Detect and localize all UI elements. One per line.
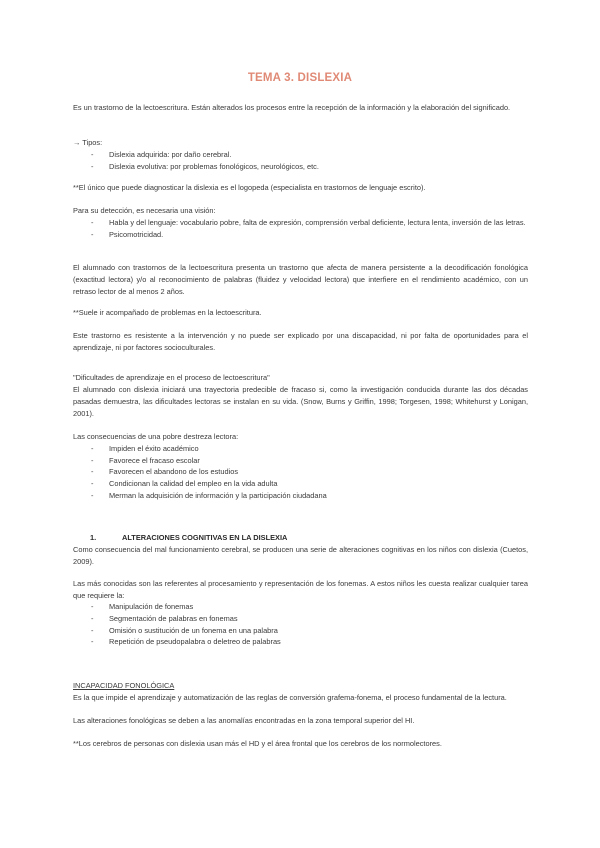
list-item: - Repetición de pseudopalabra o deletreo de palabras [91, 637, 281, 647]
consecuencias-label: Las consecuencias de una pobre destreza lectora: [73, 432, 239, 441]
list-item: - Omisión o sustitución de un fonema en una palabra [91, 625, 278, 635]
list-item: - Condicionan la calidad del empleo en la vida adulta [91, 479, 278, 489]
quote-title: "Dificultades de aprendizaje en el proceso de lectoescritura" [73, 373, 270, 382]
section-1-heading [73, 532, 528, 544]
list-item: - Psicomotricidad. [91, 229, 164, 239]
fonemas-list [73, 601, 528, 648]
incapacidad-heading: INCAPACIDAD FONOLÓGICA [73, 681, 175, 690]
incapacidad-line-2: Las alteraciones fonológicas se deben a las anomalías encontradas en la zona temporal superior del HI. [73, 716, 415, 725]
deteccion-list [73, 205, 528, 240]
quote-body: El alumnado con dislexia iniciará una trayectoria predecible de fracaso si, como la investigación conducida durante las dos décadas pasadas demuestra, las dificultades lectoras se instalan en su vida. (Snow, Burns y Griffin, 1998; Torgesen, 1998; Whitehurst y Lonigan, 2001). [73, 385, 528, 418]
definition-paragraph: El alumnado con trastornos de la lectoescritura presenta un trastorno que afecta de manera persistente a la decodificación fonológica (exactitud lectora) y/o al reconocimiento de palabras (fluidez y velocidad lectora) que interfiere en el rendimiento académico, con un retraso lector de al menos 2 años. [73, 263, 528, 296]
section-title: ALTERACIONES COGNITIVAS EN LA DISLEXIA [122, 533, 288, 542]
intro-paragraph: Es un trastorno de la lectoescritura. Están alterados los procesos entre la recepción de la información y la elaboración del significado. [73, 103, 511, 112]
deteccion-label: Para su detección, es necesaria una visión: [73, 206, 216, 215]
list-item: - Segmentación de palabras en fonemas [91, 613, 238, 623]
tipos-list [73, 137, 528, 172]
list-item: - Dislexia adquirida: por daño cerebral. [91, 149, 232, 159]
note-acompanado: **Suele ir acompañado de problemas en la lectoescritura. [73, 308, 262, 317]
note-diagnostico: **El único que puede diagnosticar la dislexia es el logopeda (especialista en trastornos de lenguaje escrito). [73, 183, 426, 192]
consecuencias-list [73, 431, 528, 502]
list-item: - Impiden el éxito académico [91, 443, 199, 453]
tipos-label: → Tipos: [73, 138, 103, 147]
resistance-paragraph: Este trastorno es resistente a la intervención y no puede ser explicado por una discapacidad, ni por falta de oportunidades para el aprendizaje, ni por factores socioculturales. [73, 331, 528, 352]
note-cerebros: **Los cerebros de personas con dislexia usan más el HD y el área frontal que los cerebros de los normolectores. [73, 739, 442, 748]
list-item: - Favorecen el abandono de los estudios [91, 467, 239, 477]
section-1-body: Como consecuencia del mal funcionamiento cerebral, se producen una serie de alteraciones cognitivas en los niños con dislexia (Cuetos, 2009). [73, 545, 528, 566]
list-item: - Dislexia evolutiva: por problemas fonológicos, neurológicos, etc. [91, 161, 319, 171]
list-item: - Favorece el fracaso escolar [91, 455, 200, 465]
list-item: - Merman la adquisición de información y la participación ciudadana [91, 490, 327, 500]
page-title: TEMA 3. DISLEXIA [247, 72, 353, 84]
incapacidad-line-1: Es la que impide el aprendizaje y automatización de las reglas de conversión grafema-fonema, el proceso fundamental de la lectura. [73, 693, 507, 702]
section-1-paragraph: Las más conocidas son las referentes al procesamiento y representación de los fonemas. A estos niños les cuesta realizar cualquier tarea que requiere la: [73, 579, 528, 600]
list-item: - Habla y del lenguaje: vocabulario pobre, falta de expresión, comprensión verbal deficiente, lectura lenta, inversión de las letras. [91, 217, 526, 227]
list-item: - Manipulación de fonemas [91, 602, 194, 611]
section-number: 1. [90, 533, 97, 542]
